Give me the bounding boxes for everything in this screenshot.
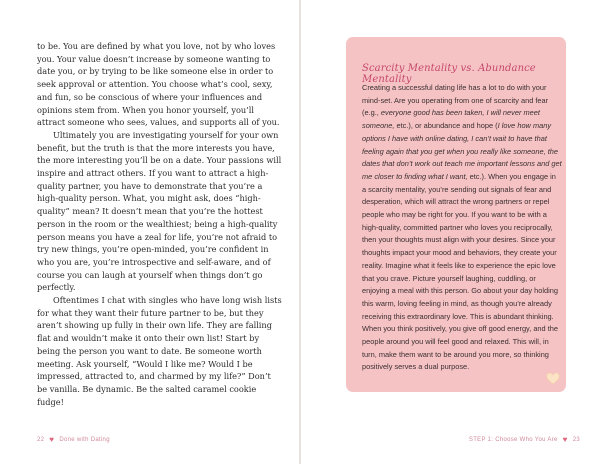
page-number: 23	[572, 436, 580, 443]
callout-italic-text: I love how many options I have with online dating, I can’t wait to have that feeling again that you get when you really like someone, the dates that don’t work out teach me important lessons and get me closer to finding what I want,	[362, 121, 562, 181]
heart-decoration-icon	[546, 372, 560, 386]
heart-icon: ♥	[562, 435, 568, 444]
chapter-title: STEP 1: Choose Who You Are	[468, 436, 558, 443]
sidebar-callout-box	[346, 37, 566, 392]
left-footer	[37, 435, 110, 444]
heart-icon: ♥	[49, 435, 55, 444]
paragraph: Ultimately you are investigating yourself for your own benefit, but the truth is that the more interests you have, the more interesting you’ll be on a date. Your passions will inspire and attract others. If you want to attract a high-quality partner, you have to demonstrate that you’re a high-quality person. What, you might ask, does “high-quality” mean? It doesn’t mean that you’re the hottest person in the room or the wealthiest; being a high-quality person means you have a zeal for life, you’re not afraid to try new things, you’re open-minded, you’re confident in who you are, you’re introspective and self-aware, and of course you can laugh at yourself when things don’t go perfectly.	[37, 129, 282, 293]
right-footer	[469, 435, 580, 444]
page-number: 22	[37, 436, 45, 443]
paragraph: to be. You are defined by what you love, not by who loves you. Your value doesn’t increase by someone wanting to date you, or by trying to be like someone else in order to seek approval or attention. You choose what’s cool, sexy, and fun, so be conscious of where your influences and opinions stem from. When you honor yourself, you’ll attract someone who sees, values, and supports all of you.	[37, 41, 280, 128]
book-title: Done with Dating	[59, 436, 110, 443]
paragraph: Oftentimes I chat with singles who have long wish lists for what they want their future partner to be, but they aren’t showing up fully in their own life. They are falling flat and wouldn’t make it onto their own list! Start by being the person you want to date. Be someone worth meeting. Ask yourself, “Would I like me? Would I be impressed, attracted to, and charmed by my life?” Don’t be vanilla. Be dynamic. Be the salted caramel cookie fudge!	[37, 295, 282, 407]
callout-paragraph	[362, 82, 562, 374]
right-page	[301, 0, 600, 464]
callout-italic-text: everyone good has been taken, I will never meet someone,	[362, 108, 540, 131]
callout-text: etc.), or abundance and hope (	[394, 121, 498, 131]
callout-title: Scarcity Mentality vs. Abundance Mentality	[362, 63, 536, 85]
callout-text: Creating a successful dating life has a lot to do with your mind-set. Are you operating from one of scarcity and fear (e.g.,	[362, 83, 549, 118]
left-page	[0, 0, 299, 464]
callout-text: etc.). When you engage in a scarcity mentality, you’re sending out signals of fear and desperation, which will attract the wrong partners or repel people who may be right for you. If you want to be with a high-quality, committed partner who loves you reciprocally, then your thoughts must align with your desires. Since your thoughts impact your mood and behaviors, they create your reality. Imagine what it feels like to experience the epic love that you crave. Picture yourself laughing, cuddling, or enjoying a meal with this person. Go about your day holding this warm, loving feeling in mind, as though you’re already receiving this extraordinary love. This is abundant thinking. When you think positively, you give off good energy, and the people around you will feel good and relaxed. This will, in turn, make them want to be around you more, so thinking positively serves a dual purpose.	[362, 171, 558, 372]
left-page-body	[37, 40, 283, 408]
callout-body	[362, 82, 562, 374]
